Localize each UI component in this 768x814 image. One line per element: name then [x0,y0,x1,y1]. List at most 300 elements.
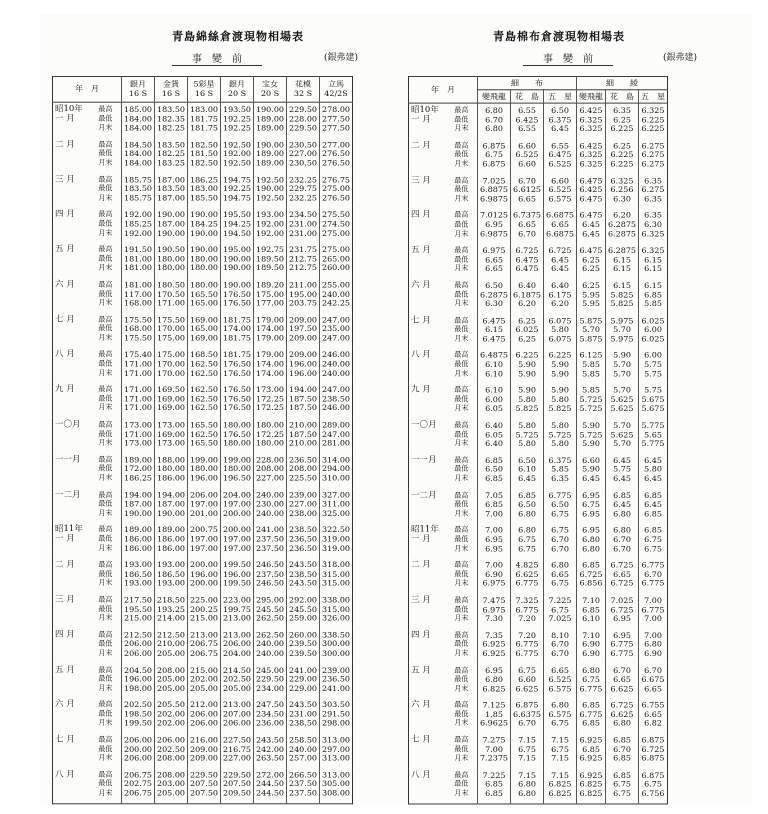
price-value: 194.75 [223,193,251,203]
left-note: (銀弗建) [324,53,359,63]
price-cell [320,243,353,278]
left-subtitle: 事 變 前 [172,50,262,66]
price-value: 206.00 [190,719,218,728]
price-cell [254,453,287,488]
price-value: 6.80 [485,675,503,684]
price-value: 173.00 [124,438,152,448]
month-label: 三 月 [411,175,431,185]
price-value: 6.10 [485,360,503,369]
price-cell [639,174,668,209]
price-cell [320,488,353,523]
price-value: 190.00 [256,140,284,150]
price-cell [287,278,320,313]
price-value: 6.625 [610,710,634,719]
price-value: 237.50 [256,534,284,544]
price-value: 308.00 [322,789,350,798]
price-cell [577,313,606,348]
price-cell [478,768,511,803]
price-cell [511,488,544,523]
price-value: 6.475 [482,316,506,325]
price-value: 192.50 [223,140,251,150]
month-label: 二 月 [55,139,75,150]
price-value: 197.50 [289,324,317,334]
price-value: 6.775 [548,491,572,500]
price-cell [478,383,511,418]
price-value: 180.00 [223,438,251,448]
price-value: 6.65 [518,220,536,230]
price-value: 208.00 [256,464,284,474]
price-value: 205.50 [157,700,185,710]
price-value: 193.00 [256,210,284,220]
price-value: 6.825 [548,789,572,798]
price-kind-label: 最高 最低 月末 [454,736,469,762]
month-row [409,103,668,138]
price-value: 170.00 [157,324,185,334]
col-header: 變飛龍 [478,90,511,103]
price-value: 6.75 [613,780,631,789]
price-value: 189.00 [256,123,284,133]
price-value: 257.00 [289,754,317,763]
price-value: 205.00 [157,649,185,658]
price-value: 6.475 [579,176,603,185]
price-value: 229.50 [256,674,284,684]
price-value: 6.775 [515,605,539,614]
price-value: 176.50 [223,359,251,369]
price-value: 6.775 [579,710,603,719]
price-cell [122,663,155,698]
price-value: 190.50 [157,245,185,255]
price-value: 5.80 [518,421,536,430]
price-value: 6.75 [644,780,662,789]
price-cell [606,278,639,313]
price-cell [320,348,353,383]
price-value: 176.50 [223,429,251,439]
price-value: 165.50 [190,420,218,430]
price-value: 6.80 [613,719,631,728]
price-value: 5.825 [610,290,634,300]
price-value: 117.00 [124,289,152,299]
price-cell [639,733,668,768]
price-cell [606,418,639,453]
price-value: 272.00 [256,770,284,780]
price-value: 246.50 [256,560,284,570]
price-value: 200.00 [223,508,251,518]
price-cell [511,698,544,733]
price-value: 236.50 [289,543,317,553]
price-cell [122,243,155,278]
price-value: 197.00 [190,543,218,553]
col-header: 5彩星 16 S [188,76,221,102]
price-value: 5.80 [551,395,569,404]
price-value: 240.00 [322,368,350,378]
price-cell [544,488,577,523]
price-value: 183.50 [157,140,185,150]
price-value: 6.825 [579,789,603,798]
price-value: 6.775 [515,640,539,649]
month-row [53,348,353,383]
price-value: 7.0125 [480,211,508,220]
price-value: 185.75 [124,193,152,203]
price-value: 192.50 [256,175,284,185]
price-value: 6.775 [641,561,665,570]
price-value: 6.775 [610,640,634,649]
price-value: 5.775 [641,421,665,430]
price-cell [188,138,221,173]
price-cell [221,488,254,523]
price-cell [221,278,254,313]
price-value: 194.00 [289,385,317,395]
price-cell [511,278,544,313]
price-cell [478,418,511,453]
price-value: 247.00 [322,385,350,395]
price-cell [606,453,639,488]
price-value: 189.00 [256,149,284,159]
price-value: 6.25 [518,334,536,344]
price-cell [511,348,544,383]
price-cell [606,663,639,698]
price-value: 6.75 [551,719,569,728]
price-value: 326.00 [322,613,350,623]
price-cell [639,383,668,418]
price-value: 234.50 [289,210,317,220]
price-cell [221,208,254,243]
price-cell [577,488,606,523]
price-value: 205.00 [157,674,185,684]
price-cell [606,768,639,803]
col-header: 花 島 [511,90,544,103]
price-cell [254,628,287,663]
month-label: 六 月 [55,699,75,710]
price-value: 5.90 [518,360,536,369]
price-value: 6.60 [518,159,536,169]
price-kind-label: 最高 最低 月末 [454,666,469,692]
price-cell [544,523,577,558]
price-cell [254,383,287,418]
price-value: 169.50 [157,385,185,395]
price-value: 6.80 [582,535,600,544]
price-value: 194.50 [223,228,251,238]
price-value: 216.75 [223,744,251,754]
price-cell [544,209,577,244]
price-cell [287,698,320,733]
price-cell [577,558,606,593]
price-value: 247.50 [256,700,284,710]
price-value: 5.725 [579,430,603,439]
price-value: 262.50 [256,613,284,623]
price-value: 6.70 [644,570,662,579]
price-cell [606,139,639,174]
price-value: 6.85 [582,561,600,570]
price-cell [221,523,254,558]
price-value: 6.75 [551,579,569,588]
price-cell [511,558,544,593]
price-value: 238.50 [322,394,350,404]
price-value: 182.35 [157,114,185,124]
price-cell [221,243,254,278]
price-cell [577,663,606,698]
price-cell [287,383,320,418]
price-kind-label: 最高 最低 月末 [98,350,113,377]
price-value: 314.00 [322,455,350,465]
month-label: 一二月 [411,490,437,500]
price-cell [122,488,155,523]
price-value: 6.50 [518,456,536,465]
price-value: 6.30 [644,220,662,230]
price-value: 238.50 [289,525,317,535]
price-cell [511,663,544,698]
price-value: 6.75 [613,789,631,798]
price-value: 215.00 [124,613,152,623]
price-value: 6.9875 [480,194,508,204]
price-value: 6.50 [518,500,536,509]
price-value: 209.00 [289,315,317,325]
price-value: 206.75 [124,789,152,798]
price-value: 181.75 [190,114,218,124]
price-cell [287,523,320,558]
cotton-cloth-table [408,76,668,804]
price-value: 5.85 [582,369,600,379]
price-value: 6.45 [582,229,600,239]
price-cell [188,558,221,593]
price-value: 5.90 [551,386,569,395]
month-label: 八 月 [55,769,75,780]
price-value: 7.2375 [480,754,508,763]
price-value: 193.50 [223,105,251,115]
price-value: 186.00 [124,543,152,553]
price-cell [287,102,320,137]
price-value: 186.50 [157,569,185,579]
price-cell [577,103,606,138]
price-cell [478,209,511,244]
price-value: 6.95 [582,509,600,519]
price-cell [287,348,320,383]
price-kind-label: 最高 最低 月末 [98,630,113,657]
price-cell [254,523,287,558]
price-cell [122,733,155,768]
price-value: 5.975 [610,334,634,344]
price-value: 6.35 [551,474,569,484]
price-value: 325.00 [322,508,350,518]
price-cell [478,523,511,558]
price-cell [577,174,606,209]
price-value: 162.50 [190,359,218,369]
price-value: 6.40 [485,439,503,449]
price-value: 181.75 [223,350,251,360]
price-value: 5.725 [548,430,572,439]
price-cell [155,733,188,768]
price-cell [188,173,221,208]
price-cell [478,453,511,488]
price-value: 206.00 [157,735,185,745]
price-cell [254,278,287,313]
price-value: 5.725 [579,404,603,414]
price-kind-label: 最高 最低 月末 [98,280,113,307]
price-value: 194.25 [223,219,251,229]
price-value: 315.00 [322,569,350,579]
price-value: 206.00 [124,639,152,649]
price-value: 203.00 [157,779,185,789]
price-value: 165.00 [190,324,218,334]
price-value: 259.00 [289,613,317,623]
price-value: 246.50 [256,578,284,588]
price-value: 6.275 [641,185,665,195]
price-value: 6.45 [613,474,631,484]
price-value: 236.00 [256,719,284,728]
price-cell [320,418,353,453]
price-cell [122,383,155,418]
price-cell [478,593,511,628]
price-cell [188,348,221,383]
price-cell [478,348,511,383]
price-cell [606,243,639,278]
price-value: 6.1875 [513,290,541,300]
price-value: 276.50 [322,149,350,159]
price-value: 174.00 [256,359,284,369]
month-label: 八 月 [411,350,431,360]
price-value: 230.50 [289,158,317,168]
month-label: 九 月 [411,385,431,395]
price-cell [639,558,668,593]
price-value: 315.00 [322,578,350,588]
price-kind-label: 最高 最低 月末 [454,106,469,133]
price-value: 187.00 [157,193,185,203]
price-value: 6.6125 [513,185,541,195]
month-label: 七 月 [411,315,431,325]
price-cell [122,278,155,313]
price-value: 212.75 [289,263,317,273]
price-value: 6.925 [482,640,506,649]
price-value: 245.50 [256,604,284,614]
price-value: 6.875 [482,159,506,169]
price-value: 199.50 [223,578,251,588]
price-kind-label: 最高 最低 月末 [454,386,469,413]
price-value: 276.50 [322,158,350,168]
price-value: 209.00 [289,350,317,360]
price-value: 190.00 [190,245,218,255]
price-cell [221,173,254,208]
price-value: 6.55 [518,124,536,134]
price-value: 6.225 [641,124,665,134]
price-value: 185.75 [124,175,152,185]
price-cell [577,523,606,558]
price-value: 236.50 [322,674,350,684]
price-value: 6.575 [548,684,572,693]
price-value: 192.25 [223,114,251,124]
price-value: 6.875 [641,736,665,745]
price-value: 205.00 [223,684,251,693]
price-value: 6.975 [482,605,506,614]
price-value: 6.95 [485,666,503,675]
price-cell [639,663,668,698]
price-cell [639,523,668,558]
month-row [53,243,353,278]
price-cell [122,698,155,733]
price-value: 6.725 [610,579,634,588]
right-month-header: 年 月 [409,76,478,103]
price-cell [544,628,577,663]
price-value: 6.95 [613,614,631,623]
price-value: 5.90 [518,386,536,395]
group-header: 細 布 [478,76,577,89]
price-value: 5.90 [551,360,569,369]
price-value: 205.00 [157,789,185,798]
price-value: 229.00 [289,684,317,693]
month-row [53,138,353,173]
month-label: 八 月 [55,349,75,360]
price-value: 6.75 [551,526,569,535]
price-cell [287,138,320,173]
price-value: 239.00 [289,490,317,500]
price-value: 180.00 [190,280,218,290]
price-value: 6.325 [579,124,603,134]
price-value: 193.00 [157,560,185,570]
price-value: 5.625 [610,395,634,404]
price-value: 6.95 [582,491,600,500]
price-value: 7.10 [582,596,600,605]
price-value: 197.00 [190,499,218,509]
price-kind-label: 最高 最低 月末 [98,315,113,342]
month-label: 五 月 [55,244,75,255]
price-value: 205.00 [157,684,185,693]
price-value: 209.00 [190,754,218,763]
price-cell [221,663,254,698]
right-note: (銀弗建) [663,53,698,63]
price-value: 258.50 [289,735,317,745]
price-value: 7.00 [485,561,503,570]
price-value: 237.50 [256,569,284,579]
price-value: 5.90 [582,421,600,430]
price-value: 169.00 [190,315,218,325]
price-cell [188,768,221,803]
price-value: 193.25 [157,604,185,614]
month-row [409,698,668,733]
price-value: 6.80 [582,666,600,675]
price-value: 6.85 [582,745,600,754]
left-title: 青島綿絲倉渡現物相場表 [172,30,304,43]
month-row [409,313,668,348]
price-value: 6.375 [548,115,572,125]
price-value: 6.425 [515,115,539,125]
price-cell [254,313,287,348]
price-value: 245.50 [289,604,317,614]
price-cell [511,313,544,348]
price-value: 197.00 [223,543,251,553]
price-value: 6.256 [610,185,634,195]
price-value: 176.50 [223,394,251,404]
price-value: 6.80 [551,701,569,710]
price-cell [287,243,320,278]
price-value: 6.425 [579,185,603,195]
group-header: 細 綾 [577,76,668,89]
price-cell [188,628,221,663]
month-label: 四 月 [55,209,75,220]
price-value: 175.40 [124,350,152,360]
price-value: 6.25 [518,316,536,325]
price-cell [577,453,606,488]
price-cell [577,278,606,313]
price-cell [155,523,188,558]
price-value: 6.775 [641,579,665,588]
price-value: 6.15 [613,281,631,290]
price-value: 204.00 [223,490,251,500]
price-value: 227.00 [256,473,284,483]
price-value: 185.00 [124,105,152,115]
price-kind-label: 最高 最低 月末 [454,281,469,308]
price-value: 173.00 [256,385,284,395]
month-label: 七 月 [55,734,75,745]
price-value: 208.00 [289,464,317,474]
price-value: 207.50 [223,779,251,789]
